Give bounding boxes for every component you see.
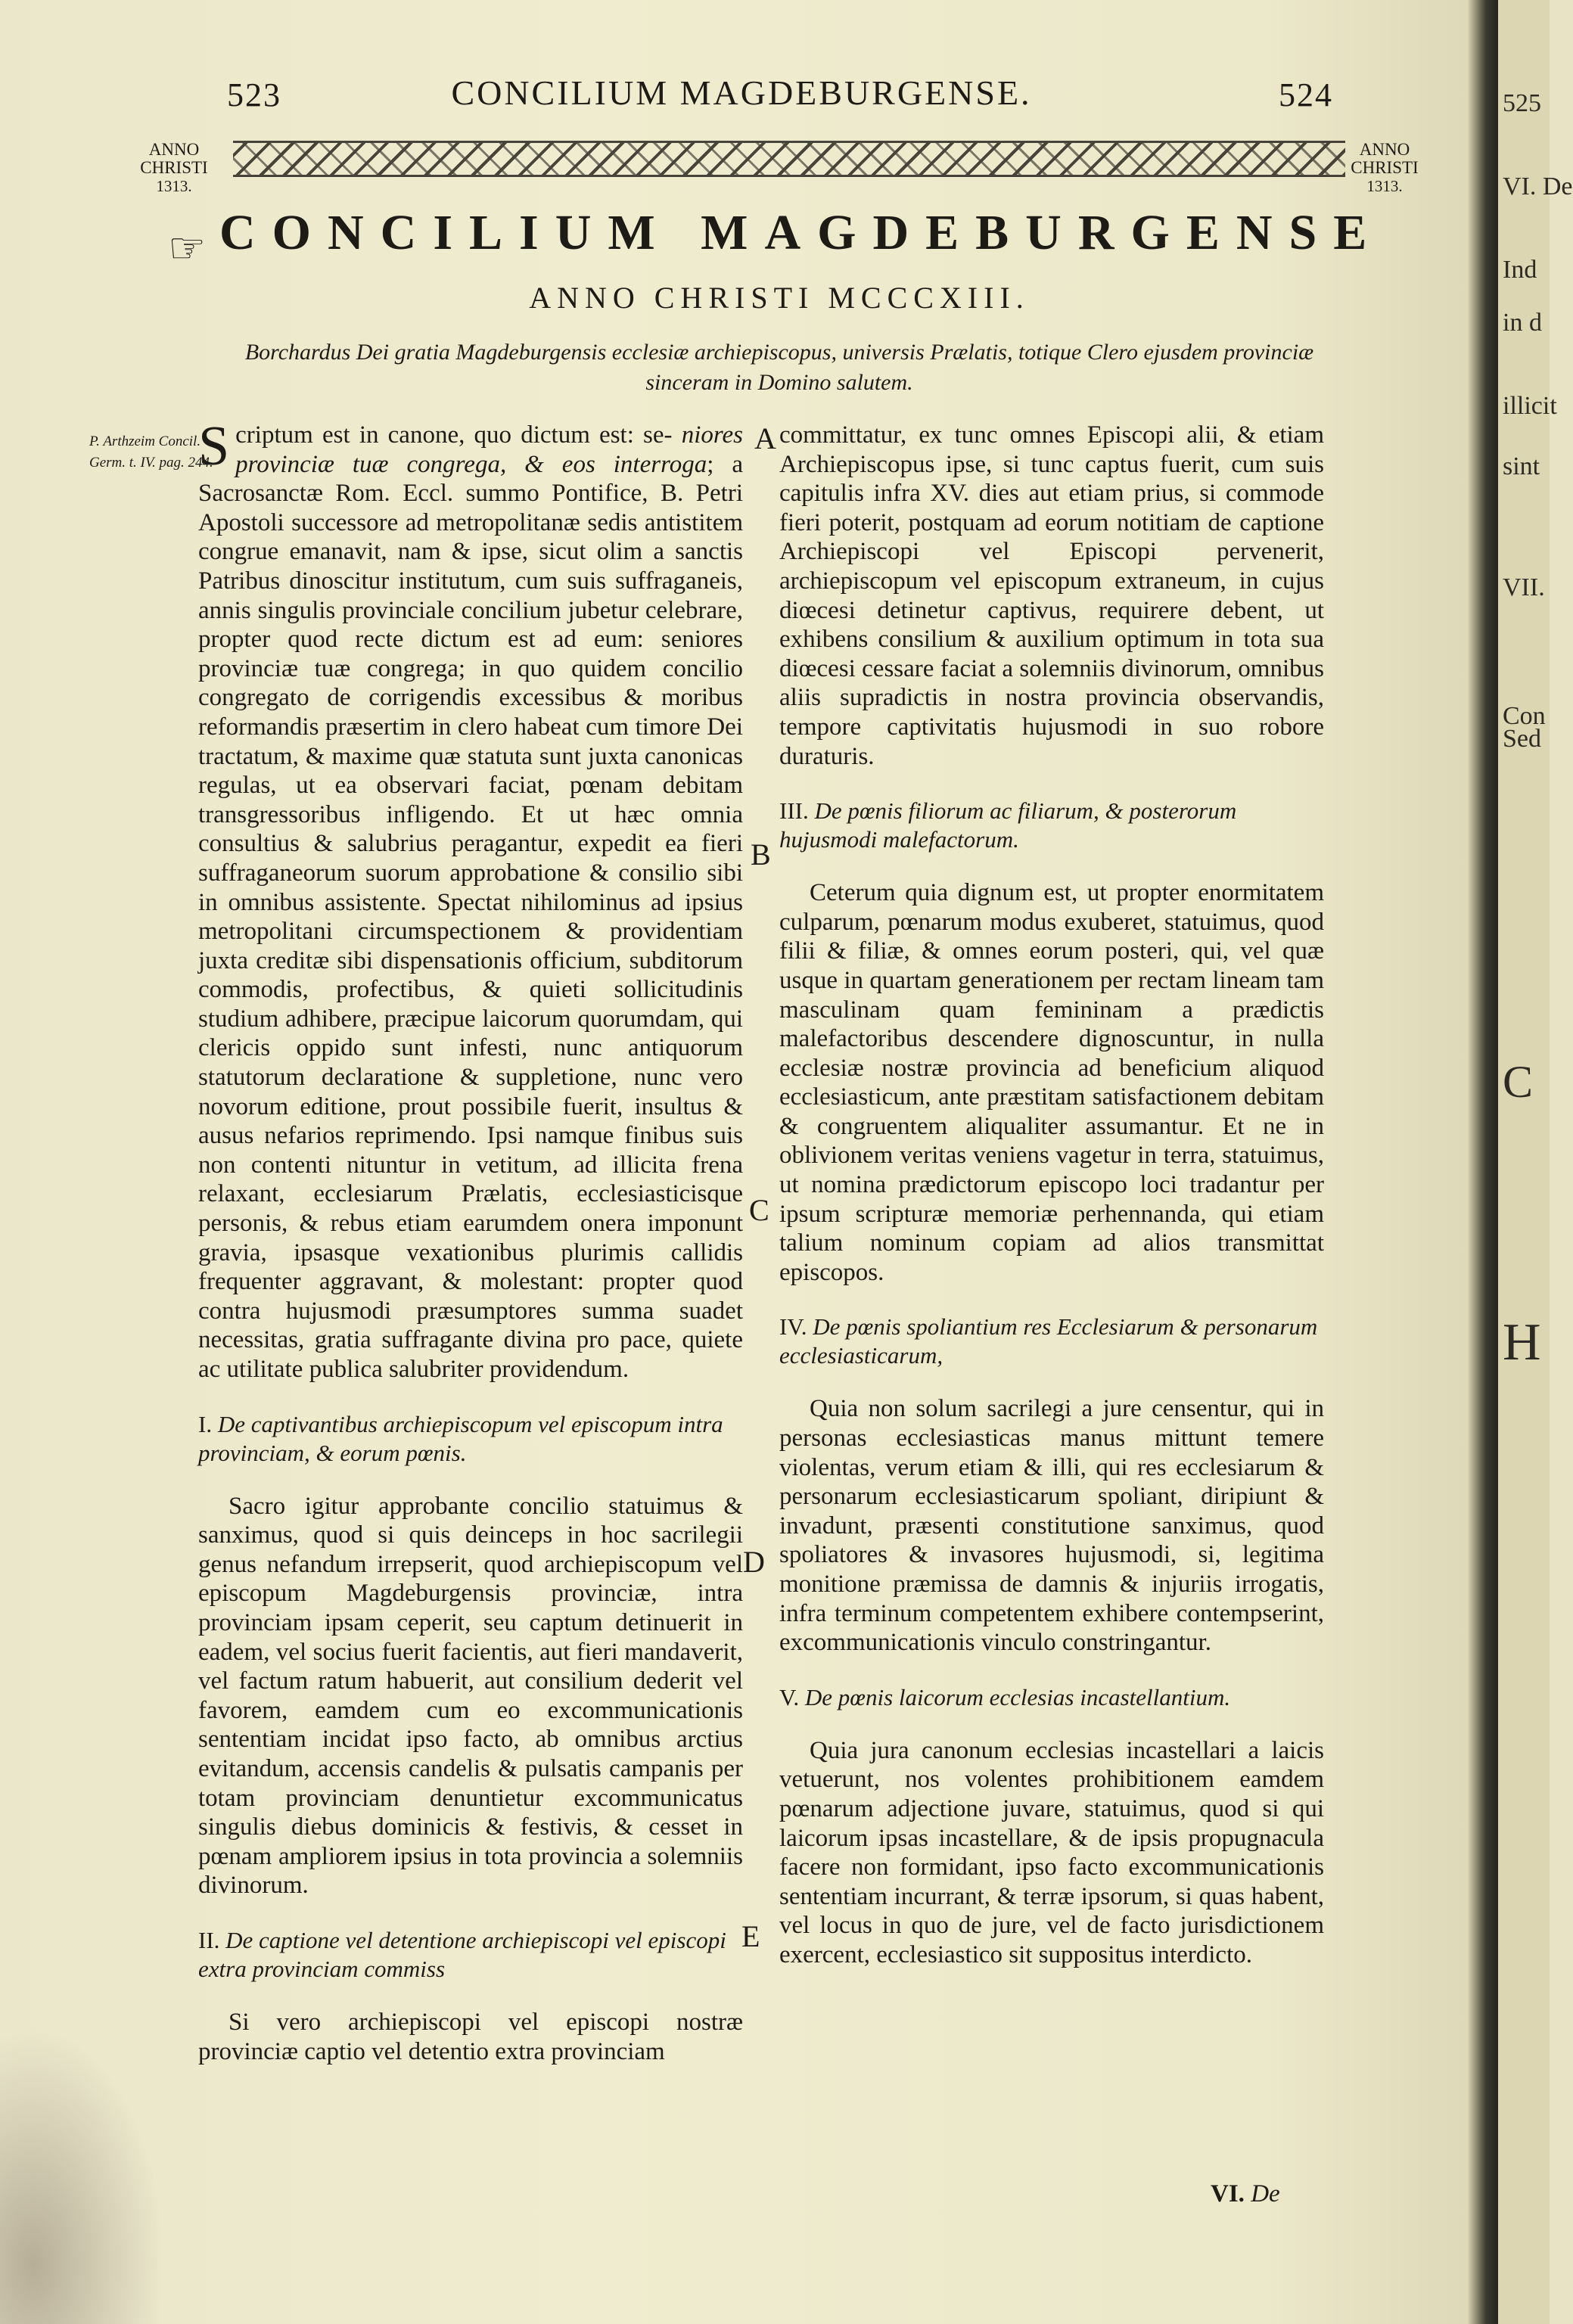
next-page-fragment: illicit bbox=[1503, 392, 1557, 420]
next-page-fragment: H bbox=[1503, 1313, 1541, 1372]
section-number: IV. bbox=[779, 1313, 807, 1341]
next-page-fragment: C bbox=[1503, 1057, 1534, 1107]
ornamental-rule bbox=[233, 141, 1345, 177]
intro-continuation: committatur, ex tunc omnes Episcopi alii, & etiam Archiepiscopus ipse, si tunc captus fuerit, cum suis capitulis infra XV. dies aut etiam prius, si commode fieri poterit, postquam ad eorum notitiam de captione Archiepiscopi vel Episcopi pervenerit, archiepiscopum vel episcopum extraneum, in cujus diœcesi detinetur captivus, requirere debent, ut exhibens consilium & auxilium optimum in tota sua diœcesi cessare faciat a solemniis divinorum, omnibus aliis supradictis in nostra provincia observandis, tempore captivitatis hujusmodi in suo robore duraturis. bbox=[779, 421, 1324, 770]
margin-reference: P. Arthzeim Concil. Germ. t. IV. pag. 244. bbox=[89, 433, 213, 471]
margin-letter-b: B bbox=[751, 837, 771, 872]
next-page-fragment: Con bbox=[1503, 702, 1546, 730]
intro-body: ; a Sacrosanctæ Rom. Eccl. summo Pontifice, B. Petri Apostoli successore ad metropolitanæ sedis antistitem congrue emanavit, nam & ipse, sicut olim a sanctis Patribus dinoscitur institutum, cum suis suffraganeis, annis singulis provinciale concilium jubetur celebrare, propter quod recte dictum est ad eum: seniores provinciæ tuæ congrega; in quo quidem concilio congregato de corrigendis excessibus & moribus reformandis præsertim in clero habeat cum timore Dei tractatum, & maxime quæ statuta sunt juxta canonicas regulas, ut ea observari faciat, pœnam debitam transgressoribus infligendo. Et ut hæc omnia consultius & salubrius peragantur, expedit ea fieri suffraganeorum suorum approbatione & consilio sibi in omnibus assistente. Spectat nihilominus ad ipsius metropolitani circumspectionem & providentiam juxta creditæ sibi dispensationis officium, subditorum commodis, profectibus, & quieti sollicitudinis studium adhibere, præcipue laicorum quorumdam, qui clericis oppido sunt infesti, nunc antiquorum statutorum declaratione & suppletione, nunc vero novorum editione, prout possibile fuerit, insultus & ausus nefarios reprimendo. Ipsi namque finibus suis non contenti nituntur in vetitum, ad illicita frena relaxant, ecclesiarum Prælatis, ecclesiasticisque personis, & rebus etiam earumdem onera imponunt gravia, ipsasque vexationibus plurimis callidis frequenter aggravant, & molestant: propter quod contra hujusmodi præsumptores summa suadet necessitas, gratia suffragante divina pro pace, quiete ac utilitate publica salubriter providendum. bbox=[198, 450, 743, 1383]
intro-quote: niores provinciæ tuæ congrega, & eos interroga bbox=[235, 421, 743, 478]
left-column bbox=[198, 415, 743, 2066]
page-number-left: 523 bbox=[227, 76, 281, 113]
thumb-shadow bbox=[0, 2027, 166, 2324]
next-page-fragment: sint bbox=[1503, 452, 1540, 480]
christi-label: CHRISTI bbox=[1351, 158, 1419, 177]
section-number: III. bbox=[779, 797, 809, 825]
anno-label: ANNO bbox=[148, 140, 200, 159]
christi-label: CHRISTI bbox=[140, 158, 208, 177]
next-page-fragment: 525 bbox=[1503, 89, 1541, 117]
anno-label: ANNO bbox=[1359, 140, 1410, 159]
section-heading-2 bbox=[198, 1926, 743, 1984]
anno-year: 1313. bbox=[1366, 177, 1403, 195]
section-heading-5 bbox=[779, 1683, 1324, 1712]
section-text-1: Sacro igitur approbante concilio statuimus & sanximus, quod si quis deinceps in hoc sacrilegii genus nefandum irrepserit, quod archiepiscopum vel episcopum Magdeburgensis provinciæ, intra provinciam ipsam ceperit, seu captum detinuerit in eadem, vel socius fuerit facientis, aut fieri mandaverit, vel factum ratum habuerit, aut consilium dederit vel favorem, eamdem cum eo excommunicationis sententiam incidat ipso facto, ab omnibus arctius evitandum, accensis candelis & pulsatis campanis per totam provinciam denuntietur excommunicatus singulis diebus dominicis & festivis, & cesset in pœnam ampliorem ipsius in tota provincia a solemniis divinorum. bbox=[198, 1492, 743, 1900]
right-column bbox=[779, 421, 1324, 1970]
catchword bbox=[1211, 2180, 1280, 2208]
intro-start: criptum est in canone, quo dictum est: se- bbox=[235, 421, 673, 449]
council-title: CONCILIUM MAGDEBURGENSE bbox=[219, 205, 1384, 260]
book-gutter bbox=[1468, 0, 1498, 2324]
margin-letter-c: C bbox=[749, 1193, 769, 1227]
next-page-fragment: VII. bbox=[1503, 573, 1545, 601]
section-heading-4 bbox=[779, 1313, 1324, 1370]
section-text-3: Ceterum quia dignum est, ut propter enormitatem culparum, pœnarum modus exuberet, statuimus, quod filii & filiæ, & omnes eorum posteri, qui, vel quæ usque in quartam generationem per rectam lineam tam masculinam quam femininam a prædictis malefactoribus descendere dignoscuntur, in nulla ecclesiæ nostræ provincia ad beneficium aliquod ecclesiasticum, ante præstitam satisfactionem debitam & congruentem aliqualiter assumantur. Et ne in oblivionem veritas veniens vagetur in terra, statuimus, ut nomina prædictorum episcopo loci tradantur per ipsum scripturæ memoriæ perhennanda, qui etiam talium nominum copiam ad alios transmittat episcopos. bbox=[779, 879, 1324, 1286]
section-heading-1 bbox=[198, 1410, 743, 1468]
margin-letter-e: E bbox=[741, 1919, 760, 1953]
section-text-2: Si vero archiepiscopi vel episcopi nostræ provinciæ captio vel detentio extra provinciam bbox=[198, 2008, 743, 2065]
section-title: De pœnis filiorum ac filiarum, & posterorum hujusmodi malefactorum. bbox=[779, 797, 1237, 853]
catchword-word: De bbox=[1251, 2180, 1280, 2207]
anno-year: 1313. bbox=[156, 177, 192, 195]
section-title: De captivantibus archiepiscopum vel episcopum intra provinciam, & eorum pœnis. bbox=[198, 1410, 723, 1466]
section-number: II. bbox=[198, 1926, 220, 1953]
next-page-edge bbox=[1498, 0, 1573, 2324]
next-page-fragment: in d bbox=[1503, 309, 1542, 337]
running-title: CONCILIUM MAGDEBURGENSE. bbox=[451, 73, 1032, 112]
section-title: De pœnis laicorum ecclesias incastellantium. bbox=[804, 1683, 1231, 1710]
margin-letter-d: D bbox=[743, 1545, 765, 1579]
section-heading-3 bbox=[779, 797, 1324, 854]
pointing-hand-icon: ☞ bbox=[168, 225, 207, 272]
anno-christi-right bbox=[1332, 141, 1438, 195]
intro-paragraph bbox=[198, 415, 743, 1384]
next-page-fragment: Ind bbox=[1503, 256, 1537, 284]
anno-christi-left bbox=[121, 141, 227, 195]
section-title: De pœnis spoliantium res Ecclesiarum & personarum ecclesiasticarum, bbox=[779, 1313, 1318, 1369]
catchword-number: VI. bbox=[1211, 2180, 1245, 2207]
next-page-fragment: VI. De bbox=[1503, 172, 1573, 200]
section-number: V. bbox=[779, 1683, 800, 1710]
drop-cap: S bbox=[198, 415, 230, 477]
page-number-right: 524 bbox=[1279, 76, 1333, 113]
salutation: Borchardus Dei gratia Magdeburgensis ecclesiæ archiepiscopus, universis Prælatis, totique Clero ejusdem provinciæ sinceram in Domino salutem. bbox=[244, 340, 1314, 395]
section-text-4: Quia non solum sacrilegi a jure censentur, qui in personas ecclesiasticas manus mittunt temere violentas, verum etiam & illi, qui res ecclesiarum & personarum ecclesiasticarum spoliant, diripiunt & invadunt, præsenti constitutione sanximus, quod spoliatores & invasores hujusmodi, si, legitima monitione præmissa de damnis & injuriis irrogatis, infra terminum competentem exhibere contempserint, excommunicationis vinculo constringantur. bbox=[779, 1395, 1324, 1657]
section-title: De captione vel detentione archiepiscopi vel episcopi extra provinciam commiss bbox=[198, 1926, 726, 1982]
margin-letter-a: A bbox=[754, 421, 776, 455]
section-text-5: Quia jura canonum ecclesias incastellari a laicis vetuerunt, nos volentes prohibitionem eamdem pœnarum adjectione juvare, statuimus, quod si qui laicorum ipsas incastellare, & de ipsis propugnacula facere non formidant, ipso facto excommunicationis sententiam incurrant, & terræ ipsorum, si quas habent, vel locus in quo de jure, vel de facto jurisdictionem exercent, ecclesiastico sit suppositus interdicto. bbox=[779, 1736, 1324, 1968]
council-year: ANNO CHRISTI MCCCXIII. bbox=[529, 281, 1030, 315]
next-page-fragment: Sed bbox=[1503, 725, 1541, 753]
section-number: I. bbox=[198, 1410, 213, 1437]
